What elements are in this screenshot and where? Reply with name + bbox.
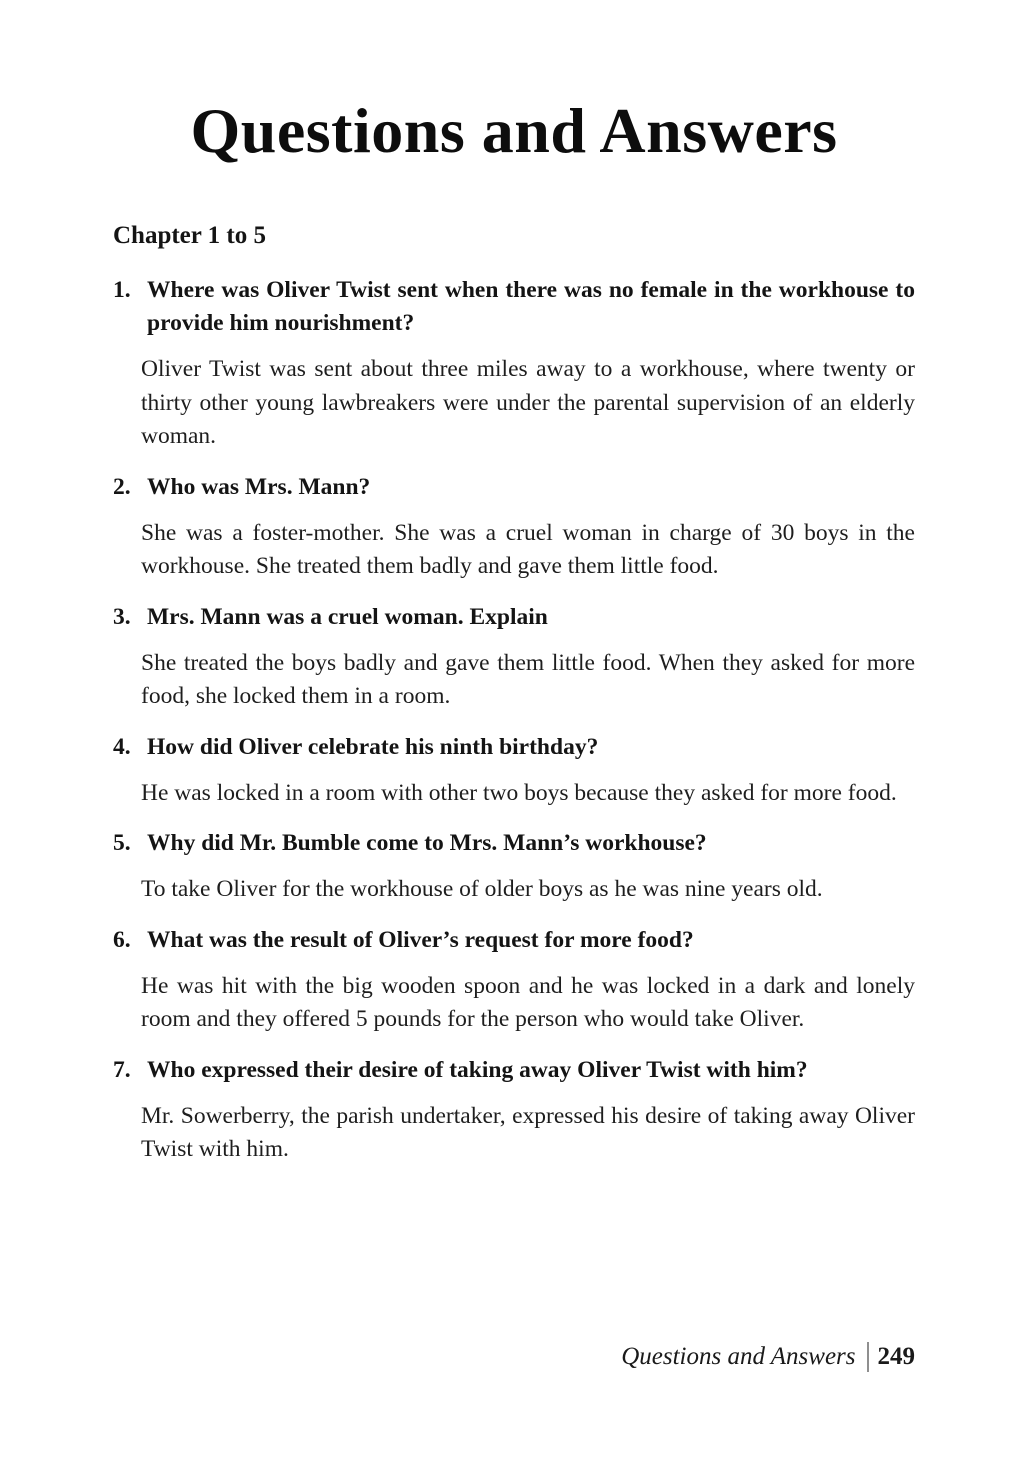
qa-item [113, 731, 915, 811]
qa-item [113, 471, 915, 584]
page-title: Questions and Answers [190, 95, 838, 166]
running-title: Questions and Answers [621, 1343, 856, 1370]
question-number: 7. [113, 1056, 131, 1083]
question-text: How did Oliver celebrate his ninth birthday? [147, 733, 599, 760]
answer-text: He was locked in a room with other two boys because they asked for more food. [141, 779, 897, 806]
question [113, 1054, 915, 1087]
question-text: Who expressed their desire of taking away Oliver Twist with him? [147, 1056, 808, 1083]
qa-list [113, 274, 915, 1167]
page-number: 249 [877, 1343, 915, 1370]
chapter-heading: Chapter 1 to 5 [113, 222, 267, 250]
question-text: Who was Mrs. Mann? [147, 473, 371, 500]
question-number: 1. [113, 277, 131, 304]
question-number: 6. [113, 926, 131, 953]
question-text: Where was Oliver Twist sent when there was no female in the workhouse to provide him nourishment? [147, 277, 915, 337]
page-footer [621, 1342, 915, 1372]
answer-text: Mr. Sowerberry, the parish undertaker, expressed his desire of taking away Oliver Twist with him. [141, 1102, 915, 1163]
answer-text: To take Oliver for the workhouse of older boys as he was nine years old. [141, 876, 823, 903]
question-text: What was the result of Oliver’s request for more food? [147, 926, 694, 953]
qa-item [113, 274, 915, 454]
question [113, 731, 915, 764]
footer-separator [867, 1342, 869, 1372]
question-number: 4. [113, 733, 131, 760]
question-text: Mrs. Mann was a cruel woman. Explain [147, 603, 548, 630]
qa-item [113, 924, 915, 1037]
question [113, 924, 915, 957]
question [113, 601, 915, 634]
answer-text: He was hit with the big wooden spoon and he was locked in a dark and lonely room and they offered 5 pounds for the person who would take Oliver. [141, 972, 915, 1033]
answer-text: She treated the boys badly and gave them little food. When they asked for more food, she locked them in a room. [141, 649, 915, 710]
question [113, 471, 915, 504]
qa-item [113, 1054, 915, 1167]
answer-text: She was a foster-mother. She was a cruel woman in charge of 30 boys in the workhouse. She treated them badly and gave them little food. [141, 519, 915, 580]
question-text: Why did Mr. Bumble come to Mrs. Mann’s workhouse? [147, 830, 707, 857]
qa-item [113, 827, 915, 907]
question-number: 2. [113, 473, 131, 500]
question [113, 827, 915, 860]
qa-item [113, 601, 915, 714]
question [113, 274, 915, 340]
question-number: 3. [113, 603, 131, 630]
answer-text: Oliver Twist was sent about three miles away to a workhouse, where twenty or thirty other young lawbreakers were under the parental supervision of an elderly woman. [141, 356, 915, 450]
question-number: 5. [113, 830, 131, 857]
